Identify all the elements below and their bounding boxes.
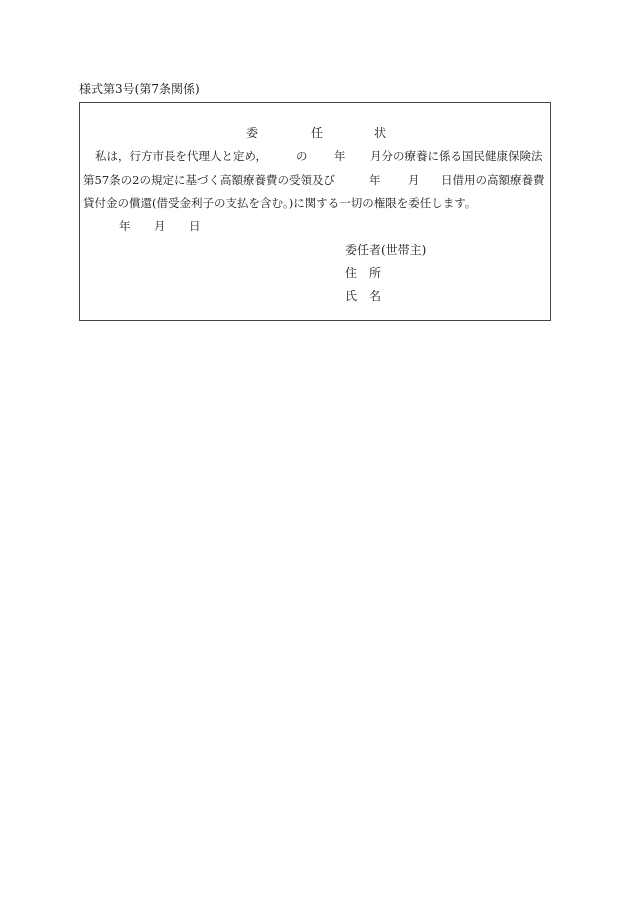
date-day-label: 日 — [189, 219, 201, 233]
body-line3-text: 貸付金の償還(借受金利子の支払を含む。)に関する一切の権限を委任します。 — [83, 196, 477, 210]
date-year-label: 年 — [119, 219, 131, 233]
name-label: 氏 名 — [345, 289, 382, 303]
body-line1-text: 私は，行方市長を代理人と定め， — [95, 149, 268, 163]
body-line1-month-text: 月分の療養に係る国民健康保険法 — [370, 149, 543, 163]
delegator-label: 委任者(世帯主) — [345, 243, 427, 257]
body-line1-year: 年 — [334, 149, 346, 163]
body-line2-day-text: 日借用の高額療養費 — [441, 173, 545, 187]
body-line2-year: 年 — [369, 173, 381, 187]
body-line2-month: 月 — [408, 173, 420, 187]
title-char-2: 任 — [311, 126, 324, 140]
form-number-label: 様式第3号(第7条関係) — [79, 82, 200, 96]
body-line1-no: の — [296, 149, 308, 163]
title-char-3: 状 — [374, 126, 387, 140]
body-line2-text: 第57条の2の規定に基づく高額療養費の受領及び — [83, 173, 335, 187]
title-char-1: 委 — [246, 126, 259, 140]
address-label: 住 所 — [345, 266, 382, 280]
date-month-label: 月 — [154, 219, 166, 233]
